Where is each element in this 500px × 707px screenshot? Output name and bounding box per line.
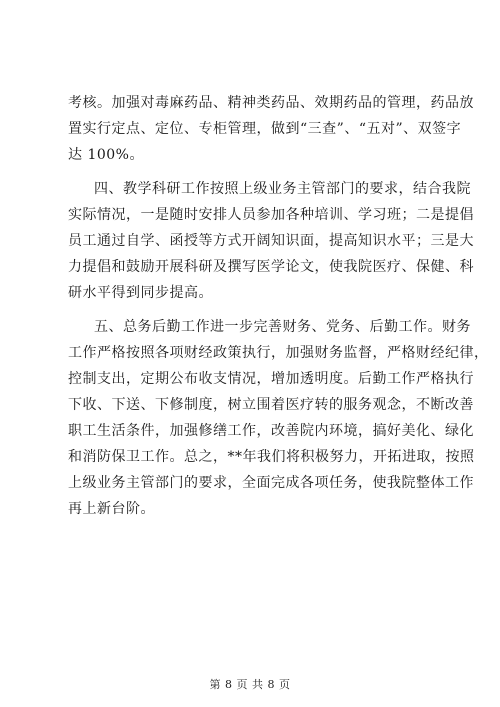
text-line: 达 100%。	[68, 147, 144, 163]
paragraph-drug-management	[68, 90, 474, 168]
text-line: 实际情况，一是随时安排人员参加各种培训、学习班；二是提倡	[68, 207, 474, 223]
paragraph-teaching-research	[68, 176, 474, 306]
text-line: 员工通过自学、函授等方式开阔知识面，提高知识水平；三是大	[68, 233, 474, 249]
text-line: 工作严格按照各项财经政策执行，加强财务监督，严格财经纪律，	[68, 345, 489, 361]
text-line: 和消防保卫工作。总之，**年我们将积极努力，开拓进取，按照	[68, 449, 475, 465]
text-line: 四、教学科研工作按照上级业务主管部门的要求，结合我院	[94, 181, 471, 197]
paragraph-general-logistics	[68, 314, 489, 522]
text-line: 下收、下送、下修制度，树立围着医疗转的服务观念，不断改善	[68, 397, 474, 413]
text-line: 研水平得到同步提高。	[68, 285, 213, 301]
text-line: 考核。加强对毒麻药品、精神类药品、效期药品的管理，药品放	[68, 95, 474, 111]
text-line: 再上新台阶。	[68, 501, 155, 517]
text-line: 职工生活条件，加强修缮工作，改善院内环境，搞好美化、绿化	[68, 423, 474, 439]
text-line: 上级业务主管部门的要求，全面完成各项任务，使我院整体工作	[68, 475, 474, 491]
text-line: 五、总务后勤工作进一步完善财务、党务、后勤工作。财务	[94, 319, 471, 335]
text-line: 力提倡和鼓励开展科研及撰写医学论文，使我院医疗、保健、科	[68, 259, 474, 275]
text-line: 控制支出，定期公布收支情况，增加透明度。后勤工作严格执行	[68, 371, 474, 387]
document-body	[68, 90, 489, 530]
text-line: 置实行定点、定位、专柜管理，做到“三查”、“五对”、双签字	[68, 121, 462, 137]
page-number-footer: 第 8 页 共 8 页	[209, 678, 291, 691]
